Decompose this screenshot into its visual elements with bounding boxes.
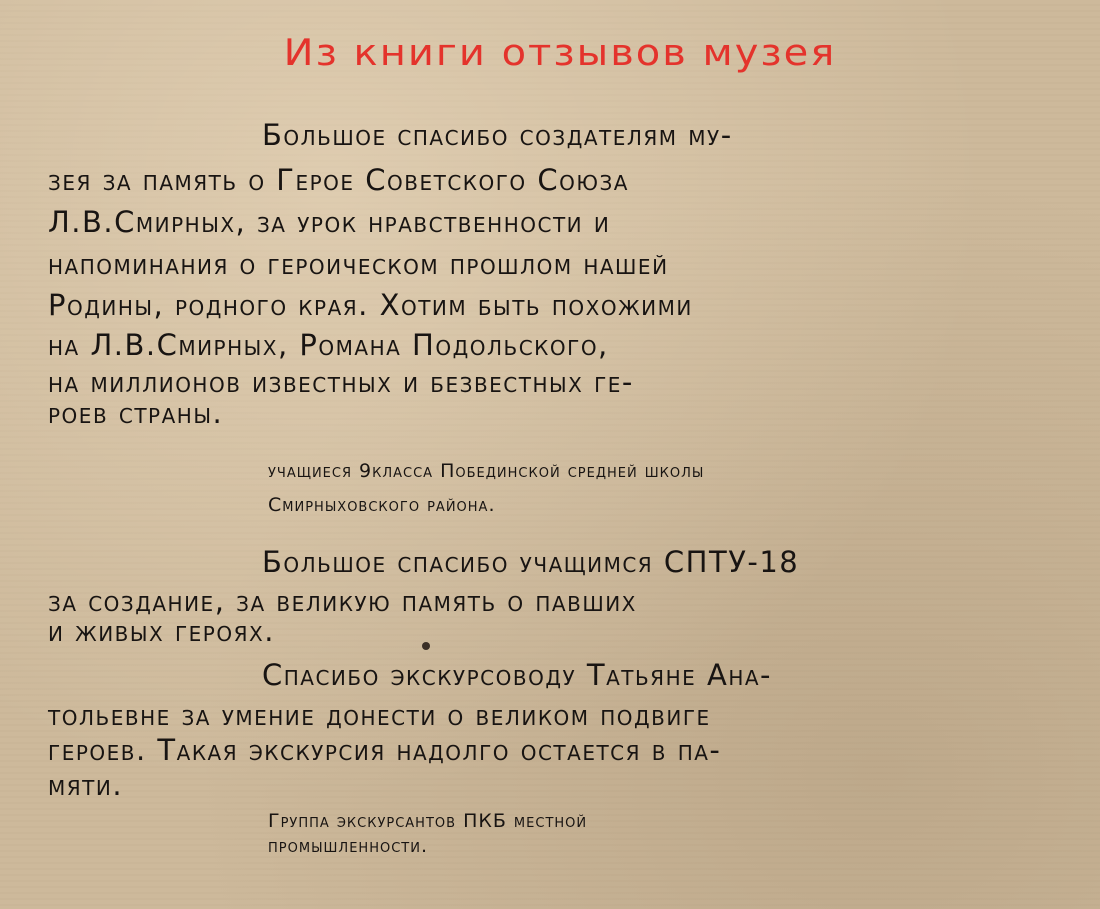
signature-line: промышленности. [268,835,428,857]
entry-1-line: зея за память о Герое Советского Союза [48,163,629,197]
signature-line: Смирныховского района. [268,494,496,516]
entry-1-line: на миллионов известных и безвестных ге- [48,365,634,399]
entry-2-line: тольевне за умение донести о великом подвиге [48,698,711,732]
page-title: Из книги отзывов музея [283,31,837,75]
entry-1-line: Л.В.Смирных, за урок нравственности и [48,205,611,239]
entry-2-line: Большое спасибо учащимся СПТУ-18 [262,545,800,579]
entry-2-line: и живых героях. [48,614,275,648]
signature-line: учащиеся 9класса Побединской средней школы [268,460,705,482]
entry-1-line: на Л.В.Смирных, Романа Подольского, [48,328,609,362]
entry-2-line: Спасибо экскурсоводу Татьяне Ана- [262,658,773,692]
entry-2-line: героев. Такая экскурсия надолго остается в па- [48,733,722,767]
signature-line: Группа экскурсантов ПКБ местной [268,810,588,832]
entry-1-line: напоминания о героическом прошлом нашей [48,247,669,281]
entry-1-line: Большое спасибо создателям му- [262,118,733,152]
ink-dot [422,642,430,650]
entry-2-line: мяти. [48,768,124,802]
entry-1-line: роев страны. [48,396,224,430]
entry-1-line: Родины, родного края. Хотим быть похожими [48,288,693,322]
entry-2-line: за создание, за великую память о павших [48,584,637,618]
